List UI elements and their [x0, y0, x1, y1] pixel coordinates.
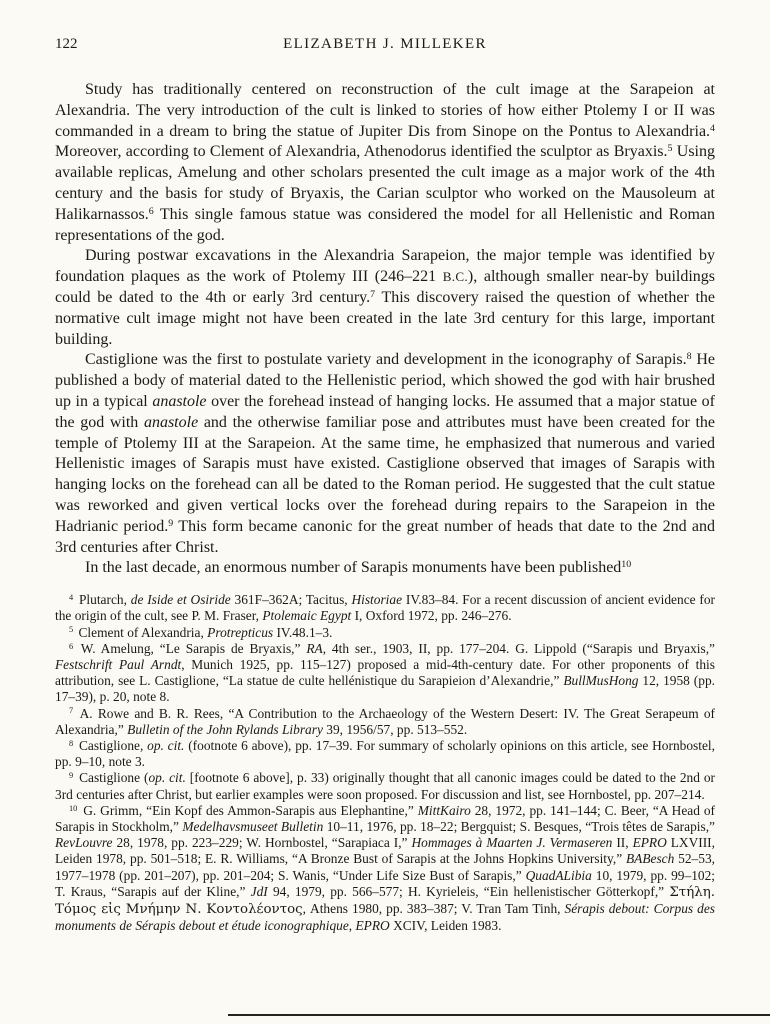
text-segment: In the last decade, an enormous number of Sarapis monuments have been published — [85, 559, 622, 577]
text-segment: During postwar excavations in the Alexandria Sarapeion, the major temple was identified by foundation plaques as the work of Ptolemy III (246–221 — [55, 247, 715, 286]
text-segment: IV.83–84. For a recent discussion of ancient evidence for the origin of the cult, see P. M. Fraser, — [55, 592, 716, 624]
text-segment: 12, 1958 (pp. 17–39), p. 20, note 8. — [55, 673, 715, 705]
text-segment: Protrepticus — [207, 624, 274, 640]
text-segment: Medelhavsmuseet Bulletin — [182, 818, 324, 834]
text-segment: He published a body of material dated to the Hellenistic period, which showed the god with hair brushed up in a typical — [55, 351, 716, 410]
text-segment: This form became canonic for the great number of heads that date to the 2nd and 3rd centuries after Christ. — [55, 517, 716, 556]
text-segment: Στήλη. Τόμος εἰς Μνήμην Ν. Κοντολέοντος — [55, 884, 715, 917]
text-segment: Bulletin of the John Rylands Library — [127, 721, 323, 737]
body-paragraphs — [55, 80, 715, 579]
footnote-marker: 4 — [69, 592, 74, 602]
text-segment: 94, 1979, pp. 566–577; H. Kyrieleis, “Ein hellenistischer Götterkopf,” — [267, 883, 670, 899]
text-segment: de Iside et Osiride — [130, 592, 231, 608]
text-segment: anastole — [152, 392, 207, 410]
text-segment: 28, 1978, pp. 223–229; W. Hornbostel, “Sarapiaca I,” — [112, 835, 412, 851]
footnote-ref: 6 — [148, 205, 154, 217]
page-number: 122 — [55, 36, 78, 52]
text-segment: 361F–362A; Tacitus, — [230, 592, 352, 608]
footnote — [55, 625, 715, 641]
footnote-ref: 9 — [168, 517, 174, 529]
footnote-marker: 8 — [69, 738, 74, 748]
text-segment: BullMusHong — [563, 673, 639, 689]
text-segment: , 4th ser., 1903, II, pp. 177–204. G. Lippold (“Sarapis und Bryaxis,” — [322, 640, 715, 656]
text-segment: 10, 1979, pp. 99–102; T. Kraus, “Sarapis auf der Kline,” — [55, 867, 715, 899]
text-segment: RA — [306, 640, 323, 656]
scan-artifact-line — [228, 1014, 770, 1016]
footnote — [55, 706, 715, 738]
paragraph — [55, 246, 715, 350]
text-segment: 10–11, 1976, pp. 18–22; Bergquist; S. Besques, “Trois têtes de Sarapis,” — [323, 818, 715, 834]
footnote-marker: 10 — [69, 803, 78, 813]
text-segment: and the otherwise familiar pose and attributes must have been created for the temple of Ptolemy III at the Sarapeion. At the same time, he emphasized that numerous and varied Hellenistic images of Sarapis must have existed. Castiglione observed that images of Sarapis with hanging locks on the forehead can all be dated to the Roman period. He suggested that the cult statue was reworked and given vertical locks over the forehead during repairs to the Sarapeion in the Hadrianic period. — [55, 413, 715, 535]
paragraph — [55, 558, 715, 579]
text-segment: W. Amelung, “Le Sarapis de Bryaxis,” — [75, 640, 307, 656]
text-segment: op. cit. — [148, 770, 186, 786]
text-segment: 52–53, 1977–1978 (pp. 201–207), pp. 201–204; S. Wanis, “Under Life Size Bust of Sarapis,” — [55, 851, 715, 883]
footnote — [55, 592, 715, 624]
footnote-ref: 8 — [686, 351, 692, 363]
text-segment: RevLouvre — [55, 835, 113, 851]
text-segment: anastole — [143, 413, 199, 431]
text-segment: [footnote 6 above], p. 33) originally thought that all canonic images could be dated to the 2nd or 3rd centuries after Christ, but earlier examples were soon proposed. For discussion and list, see Hornbostel, pp. 207–214. — [55, 770, 716, 802]
text-segment: II, — [612, 835, 633, 851]
text-segment: BABesch — [625, 851, 675, 867]
text-segment: EPRO — [632, 835, 667, 851]
text-segment: LXVIII, Leiden 1978, pp. 501–518; E. R. Williams, “A Bronze Bust of Sarapis at the Johns Hopkins University,” — [55, 835, 715, 867]
text-segment: Castiglione was the first to postulate variety and development in the iconography of Sarapis. — [85, 351, 687, 369]
footnote-ref: 5 — [667, 143, 673, 155]
footnote-marker: 6 — [69, 641, 74, 651]
text-segment: Historiae — [351, 592, 403, 608]
paragraph — [55, 80, 715, 246]
running-head-title: ELIZABETH J. MILLEKER — [283, 36, 487, 52]
text-segment: Festschrift Paul Arndt — [55, 656, 182, 672]
text-segment: , Munich 1925, pp. 115–127) proposed a mid-4th-century date. For other proponents of this attribution, see L. Castiglione, “La statue de culte hellénistique du Sarapieion d’Alexandrie,” — [55, 656, 715, 689]
text-segment: Clement of Alexandria, — [75, 624, 208, 640]
text-segment: MittKairo — [417, 802, 471, 818]
footnote — [55, 803, 715, 935]
text-segment: (footnote 6 above), pp. 17–39. For summary of scholarly opinions on this article, see Hornbostel, pp. 9–10, note 3. — [55, 737, 715, 770]
text-segment: B.C. — [442, 269, 468, 285]
text-segment: 39, 1956/57, pp. 513–552. — [322, 721, 468, 737]
text-segment: Using available replicas, Amelung and other scholars presented the cult image as a major work of the 4th century and the basis for study of Bryaxis, the Carian sculptor who worked on the Mausoleum at Halikarnassos. — [55, 143, 715, 223]
footnote-marker: 5 — [69, 625, 74, 635]
text-segment: A. Rowe and B. R. Rees, “A Contribution to the Archaeology of the Western Desert: IV. The Great Serapeum of Alexandria,” — [55, 705, 715, 737]
text-segment: , — [348, 918, 356, 934]
paragraph — [55, 350, 715, 558]
text-segment: Castiglione, — [75, 737, 148, 753]
footnote-ref: 7 — [370, 289, 376, 301]
text-segment: G. Grimm, “Ein Kopf des Ammon-Sarapis aus Elephantine,” — [79, 802, 418, 818]
text-segment: Moreover, according to Clement of Alexandria, Athenodorus identified the sculptor as Bryaxis. — [55, 143, 668, 161]
page-header — [55, 36, 715, 58]
footnote — [55, 738, 715, 770]
footnote-marker: 9 — [69, 771, 74, 781]
footnotes — [55, 592, 715, 934]
text-segment: Ptolemaic Egypt — [262, 608, 352, 624]
text-segment: XCIV, Leiden 1983. — [389, 918, 502, 934]
text-segment: Study has traditionally centered on reconstruction of the cult image at the Sarapeion at Alexandria. The very introduction of the cult is linked to stories of how either Ptolemy I or II was commanded in a dream to bring the statue of Jupiter Dis from Sinope on the Pontus to Alexandria. — [55, 81, 715, 140]
text-segment: ), although smaller near-by buildings could be dated to the 4th or early 3rd century. — [55, 268, 716, 306]
text-segment: JdI — [250, 883, 268, 899]
text-segment: Plutarch, — [75, 592, 131, 608]
text-segment: This single famous statue was considered the model for all Hellenistic and Roman representations of the god. — [55, 205, 715, 244]
text-segment: over the forehead instead of hanging locks. He assumed that a major statue of the god with — [55, 392, 715, 431]
text-segment: Castiglione ( — [75, 770, 149, 786]
footnote-ref: 10 — [621, 559, 632, 571]
text-segment: IV.48.1–3. — [273, 624, 333, 640]
text-segment: This discovery raised the question of whether the normative cult image might not have been created in the late 3rd century for this large, important building. — [55, 288, 716, 348]
text-segment: I, Oxford 1972, pp. 246–276. — [351, 608, 512, 624]
text-segment: Sérapis debout: Corpus des monuments de Sérapis debout et étude iconographique — [55, 900, 715, 934]
footnote-ref: 4 — [710, 122, 715, 134]
text-segment: , Athens 1980, pp. 383–387; V. Tran Tam Tinh, — [302, 900, 565, 916]
footnote-marker: 7 — [69, 706, 74, 716]
footnote — [55, 770, 715, 802]
text-segment: Hommages à Maarten J. Vermaseren — [411, 835, 613, 851]
text-segment: op. cit. — [147, 737, 185, 753]
footnote — [55, 641, 715, 706]
text-segment: QuadALibia — [525, 867, 592, 883]
text-segment: EPRO — [355, 918, 390, 934]
text-segment: 28, 1972, pp. 141–144; C. Beer, “A Head of Sarapis in Stockholm,” — [55, 802, 715, 834]
